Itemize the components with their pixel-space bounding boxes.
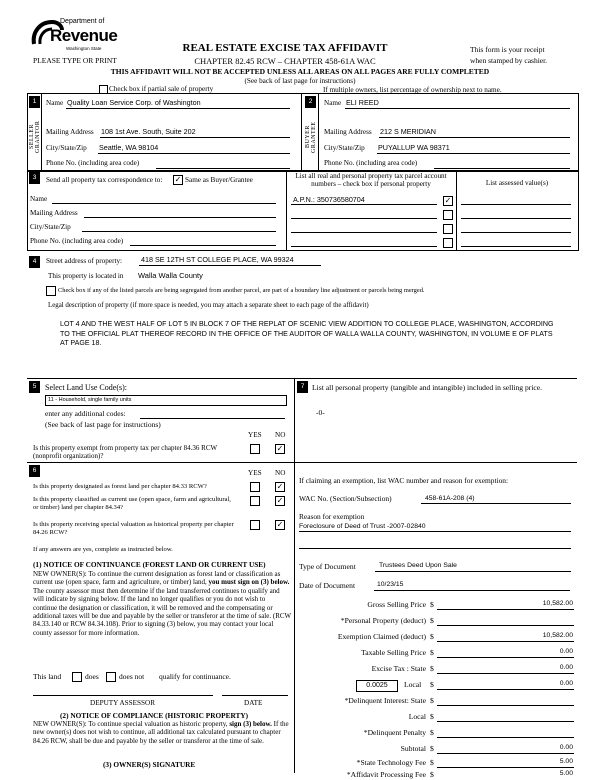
legal-description[interactable]: LOT 4 AND THE WEST HALF OF LOT 5 IN BLOCK 7 OF THE REPLAT OF SCENIC VIEW ADDITION TO COLLEGE PLACE, WASHINGTON, ACCORDING TO THE OFFICIAL PLAT THEREOF RECORD IN THE OFFICE OF THE AUDITOR OF WALLA WALLA COUNTY, WASHINGTON, IN VOLUME E OF PLATS AT PAGE 18.	[60, 320, 554, 348]
section-7-badge: 7	[297, 381, 308, 393]
notice3-title: (3) OWNER(S) SIGNATURE	[103, 760, 196, 769]
reason-label: Reason for exemption	[299, 512, 365, 521]
seller-mail[interactable]: 108 1st Ave. South, Suite 202	[101, 127, 196, 136]
seller-side-label: SELLER GRANTOR	[29, 120, 41, 154]
segregated-checkbox[interactable]	[46, 286, 56, 296]
exempt-question: Is this property exempt from property tax per chapter 84.36 RCW (nonprofit organization)?	[33, 444, 217, 461]
additional-codes-label: enter any additional codes:	[45, 409, 126, 418]
taxable-label: Taxable Selling Price	[361, 648, 426, 657]
personal-deduct-label: *Personal Property (deduct)	[340, 616, 426, 625]
please-type: PLEASE TYPE OR PRINT	[33, 56, 117, 65]
buyer-side-label: BUYER GRANTEE	[305, 121, 317, 153]
same-as-buyer-label: Same as Buyer/Grantee	[185, 176, 253, 184]
historic-yes-checkbox[interactable]	[250, 520, 260, 530]
exempt-no-checkbox[interactable]: ✓	[276, 444, 284, 453]
land-use-title: Select Land Use Code(s):	[45, 383, 127, 392]
notice2-part-a: NEW OWNER(S): To continue special valuation as historic property,	[33, 720, 228, 728]
street-address[interactable]: 418 SE 12TH ST COLLEGE PLACE, WA 99324	[141, 255, 294, 264]
dept-logo	[30, 16, 120, 56]
section-6-badge: 6	[29, 465, 40, 477]
section-4-badge: 4	[29, 256, 40, 268]
excise-state-label: Excise Tax : State	[371, 664, 426, 673]
form-title: REAL ESTATE EXCISE TAX AFFIDAVIT	[182, 42, 388, 54]
interest-local-label: Local	[408, 712, 426, 721]
section-3-badge: 3	[29, 172, 40, 184]
buyer-mail[interactable]: 212 S MERIDIAN	[380, 127, 436, 136]
doc-type-value[interactable]: Trustees Deed Upon Sale	[379, 562, 457, 569]
affidavit-fee-label: *Affidavit Processing Fee	[346, 770, 426, 779]
qualify-label: qualify for continuance.	[159, 672, 231, 681]
seller-phone-label: Phone No. (including area code)	[46, 159, 140, 167]
notice1-part-b: you must sign on (3) below.	[208, 578, 290, 587]
dept-line3: Washington State	[66, 46, 102, 51]
notice1-part-a: NEW OWNER(S): To continue the current designation as forest land or classification as current use (open space, farm and agriculture, or timber) land,	[33, 570, 281, 587]
buyer-city[interactable]: PUYALLUP WA 98371	[378, 143, 450, 152]
buyer-name-label: Name	[324, 99, 342, 107]
notice2-part-b: sign (3) below.	[229, 720, 272, 728]
historic-no-checkbox[interactable]: ✓	[276, 520, 284, 529]
does-label: does	[85, 672, 99, 681]
buyer-phone-label: Phone No. (including area code)	[324, 159, 418, 167]
receipt-line1: This form is your receipt	[470, 45, 545, 54]
corr-name-label: Name	[30, 195, 48, 203]
tech-fee-label: *State Technology Fee	[356, 758, 426, 767]
s5-yes-header: YES	[248, 431, 262, 439]
forest-question: Is this property designated as forest land per chapter 84.33 RCW?	[33, 483, 207, 490]
local-dollar: $	[430, 680, 434, 689]
seller-name[interactable]: Quality Loan Service Corp. of Washington	[67, 98, 201, 107]
land-use-see-back: (See back of last page for instructions)	[45, 420, 161, 429]
buyer-mail-label: Mailing Address	[324, 128, 372, 136]
corr-city-label: City/State/Zip	[30, 223, 71, 231]
current-use-yes-checkbox[interactable]	[250, 496, 260, 506]
does-not-checkbox[interactable]	[106, 672, 116, 682]
notice2-title: (2) NOTICE OF COMPLIANCE (HISTORIC PROPERTY)	[60, 711, 249, 720]
exemption-label: If claiming an exemption, list WAC number and reason for exemption:	[299, 476, 509, 485]
wac-label: WAC No. (Section/Subsection)	[299, 494, 392, 503]
local-rate-box[interactable]: 0.0025	[356, 680, 398, 692]
personal-dollar: $	[430, 616, 434, 625]
dept-line1: Department of	[60, 18, 105, 25]
this-land-label: This land	[33, 672, 62, 681]
subtotal-label: Subtotal	[400, 744, 426, 753]
local-value[interactable]: 0.00	[559, 680, 573, 687]
form-subtitle: CHAPTER 82.45 RCW – CHAPTER 458-61A WAC	[194, 56, 376, 66]
taxable-value[interactable]: 0.00	[559, 648, 573, 655]
current-use-question: Is this property classified as current use (open space, farm and agricultural, or timber) land per chapter 84.34?	[33, 496, 231, 511]
notice1-text	[33, 570, 291, 637]
section-2-badge: 2	[305, 96, 316, 108]
if-yes-note: If any answers are yes, complete as instructed below.	[33, 546, 173, 553]
parcel-personal-checkbox-3[interactable]	[443, 224, 453, 234]
buyer-name[interactable]: ELI REED	[346, 98, 379, 107]
historic-question: Is this property receiving special valuation as historical property per chapter 84.26 RCW?	[33, 521, 234, 536]
notice2-text	[33, 720, 291, 745]
located-label: This property is located in	[48, 272, 124, 280]
notice1-part-c: The county assessor must then determine if the land transferred continues to qualify and will indicate by signing below. If the land no longer qualifies or you do not wish to continue the designation or classification, it will be removed and the compensating or additional taxes will be due and payable by the seller or transferor at the time of sale. (RCW 84.33.140 or RCW 84.34.108). Prior to signing (3) below, you may contact your local county assessor for more information.	[33, 586, 292, 637]
see-back-header: (See back of last page for instructions)	[244, 77, 356, 85]
seller-city-label: City/State/Zip	[46, 144, 87, 152]
personal-property-label: List all personal property (tangible and intangible) included in selling price.	[312, 383, 543, 392]
gross-dollar: $	[430, 600, 434, 609]
s6-yes-header: YES	[248, 469, 262, 477]
land-use-code[interactable]: 11 - Household, single family units	[45, 395, 287, 406]
send-label: Send all property tax correspondence to:	[46, 176, 163, 184]
gross-value[interactable]: 10,582.00	[542, 600, 573, 607]
affidavit-fee-value[interactable]: 5.00	[559, 770, 573, 777]
parcel-personal-checkbox-1[interactable]: ✓	[444, 196, 452, 205]
seller-mail-label: Mailing Address	[46, 128, 94, 136]
affidavit-fee-dollar: $	[430, 770, 434, 779]
dept-logo-word: Revenue	[50, 26, 118, 45]
notice1-title: (1) NOTICE OF CONTINUANCE (FOREST LAND OR CURRENT USE)	[33, 560, 266, 569]
buyer-city-label: City/State/Zip	[324, 144, 365, 152]
parcel-personal-checkbox-2[interactable]	[443, 210, 453, 220]
does-checkbox[interactable]	[72, 672, 82, 682]
partial-sale-label: Check box if partial sale of property	[109, 85, 214, 93]
same-as-buyer-checkbox[interactable]: ✓	[174, 175, 182, 184]
doc-date-value[interactable]: 10/23/15	[377, 581, 404, 588]
s6-no-header: NO	[275, 469, 286, 477]
legal-label: Legal description of property (if more space is needed, you may attach a separate sheet to each page of the affidavit)	[48, 302, 369, 309]
interest-state-label: *Delinquent Interest: State	[344, 696, 426, 705]
notice2-part-c: If the new owner(s) does not wish to continue, all additional tax calculated pursuant to chapter 84.26 RCW, shall be due and payable by the seller or transferor at the time of sale.	[33, 720, 289, 745]
street-label: Street address of property:	[46, 257, 123, 265]
subtotal-dollar: $	[430, 744, 434, 753]
date-label: DATE	[244, 699, 263, 707]
seller-name-label: Name	[46, 99, 64, 107]
gross-label: Gross Selling Price	[367, 600, 426, 609]
exemption-claimed-label: Exemption Claimed (deduct)	[337, 632, 426, 641]
parcel-personal-checkbox-4[interactable]	[443, 238, 453, 248]
section-5-badge: 5	[29, 381, 40, 393]
excise-state-value[interactable]: 0.00	[559, 664, 573, 671]
taxable-dollar: $	[430, 648, 434, 657]
deputy-assessor-label: DEPUTY ASSESSOR	[90, 699, 156, 707]
parcel-header: List all real and personal property tax parcel account numbers – check box if personal property	[295, 172, 447, 189]
reason-value[interactable]: Foreclosure of Deed of Trust -2007-02840	[299, 523, 426, 530]
excise-state-dollar: $	[430, 664, 434, 673]
exemption-claimed-value[interactable]: 10,582.00	[542, 632, 573, 639]
tech-fee-value[interactable]: 5.00	[559, 758, 573, 765]
local-label: Local	[404, 680, 422, 689]
forest-no-checkbox[interactable]: ✓	[276, 482, 284, 491]
exemption-dollar: $	[430, 632, 434, 641]
penalty-dollar: $	[430, 728, 434, 737]
corr-mail-label: Mailing Address	[30, 209, 78, 217]
does-not-label: does not	[119, 672, 145, 681]
parcel-number[interactable]: A.P.N.: 350736580704	[293, 195, 365, 204]
corr-phone-label: Phone No. (including area code)	[30, 237, 124, 245]
seller-city[interactable]: Seattle, WA 98104	[99, 143, 159, 152]
doc-type-label: Type of Document	[299, 562, 356, 571]
interest-state-dollar: $	[430, 696, 434, 705]
forest-yes-checkbox[interactable]	[250, 482, 260, 492]
multiple-owners-note: If multiple owners, list percentage of ownership next to name.	[323, 86, 502, 94]
penalty-label: *Delinquent Penalty	[363, 728, 426, 737]
current-use-no-checkbox[interactable]: ✓	[276, 496, 284, 505]
doc-date-label: Date of Document	[299, 581, 356, 590]
warning-text: THIS AFFIDAVIT WILL NOT BE ACCEPTED UNLESS ALL AREAS ON ALL PAGES ARE FULLY COMPLETED	[110, 67, 490, 76]
assessed-header: List assessed value(s)	[485, 179, 549, 187]
wac-value[interactable]: 458-61A-208 (4)	[425, 495, 475, 502]
section-1-badge: 1	[29, 96, 40, 108]
receipt-line2: when stamped by cashier.	[470, 56, 548, 65]
located-county[interactable]: Walla Walla County	[138, 271, 203, 280]
s5-no-header: NO	[275, 431, 286, 439]
tech-fee-dollar: $	[430, 758, 434, 767]
interest-local-dollar: $	[430, 712, 434, 721]
segregated-label: Check box if any of the listed parcels are being segregated from another parcel, are part of a boundary line adjustment or parcels being merged.	[58, 287, 425, 294]
personal-property-value[interactable]: -0-	[316, 408, 325, 417]
subtotal-value[interactable]: 0.00	[559, 744, 573, 751]
exempt-yes-checkbox[interactable]	[250, 444, 260, 454]
